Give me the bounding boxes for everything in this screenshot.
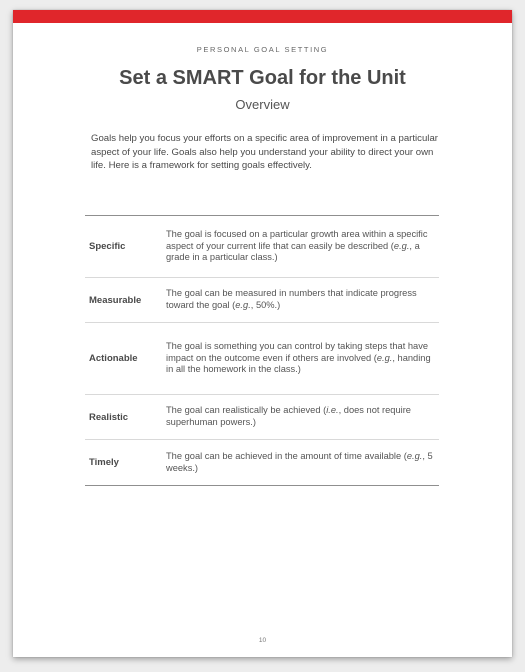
description-text: , does not require superhuman powers.) (166, 405, 411, 427)
description-text: The goal is focused on a particular growth area within a specific aspect of your current life that can easily be described ( (166, 228, 428, 251)
criteria-description (166, 395, 439, 440)
example-prefix: e.g. (376, 352, 393, 363)
page-number: 10 (258, 637, 267, 644)
description-text: The goal is something you can control by taking steps that have impact on the outcome even if others are involved ( (166, 340, 429, 363)
page-subtitle: Overview (235, 97, 290, 112)
intro-paragraph: Goals help you focus your efforts on a specific area of improvement in a particular aspect of your life. Goals also help you understand your ability to direct your own life. Here is a framework for setting goals effectively. (91, 133, 438, 172)
example-prefix: i.e. (326, 405, 339, 416)
example-prefix: e.g. (393, 240, 410, 251)
description-text: , handing in all the homework in the class.) (166, 352, 431, 375)
example-prefix: e.g. (406, 450, 423, 461)
criteria-row-realistic (85, 395, 439, 440)
page-title: Set a SMART Goal for the Unit (119, 67, 406, 89)
description-text: , 50%.) (250, 300, 281, 310)
criteria-term: Specific (89, 241, 126, 252)
description-text: , 5 weeks.) (166, 450, 433, 473)
criteria-term: Realistic (89, 411, 129, 423)
criteria-row-actionable (85, 323, 439, 395)
example-prefix: e.g. (235, 300, 251, 310)
section-eyebrow: PERSONAL GOAL SETTING (196, 45, 329, 54)
description-text: The goal can be measured in numbers that indicate progress toward the goal ( (166, 288, 417, 310)
criteria-description (166, 323, 439, 395)
criteria-row-measurable (85, 278, 439, 323)
criteria-description (166, 278, 439, 323)
accent-bar (13, 10, 512, 23)
description-text: The goal can be achieved in the amount of time available ( (166, 450, 407, 461)
criteria-description (166, 216, 439, 278)
criteria-description (166, 440, 439, 486)
criteria-term: Timely (89, 457, 119, 468)
criteria-row-timely (85, 440, 439, 486)
criteria-term: Actionable (89, 353, 138, 364)
description-text: , a grade in a particular class.) (166, 240, 420, 263)
description-text: The goal can realistically be achieved ( (166, 405, 327, 416)
criteria-row-specific (85, 216, 439, 278)
smart-criteria-table (85, 215, 439, 486)
criteria-term: Measurable (89, 294, 142, 306)
document-page (13, 10, 512, 657)
